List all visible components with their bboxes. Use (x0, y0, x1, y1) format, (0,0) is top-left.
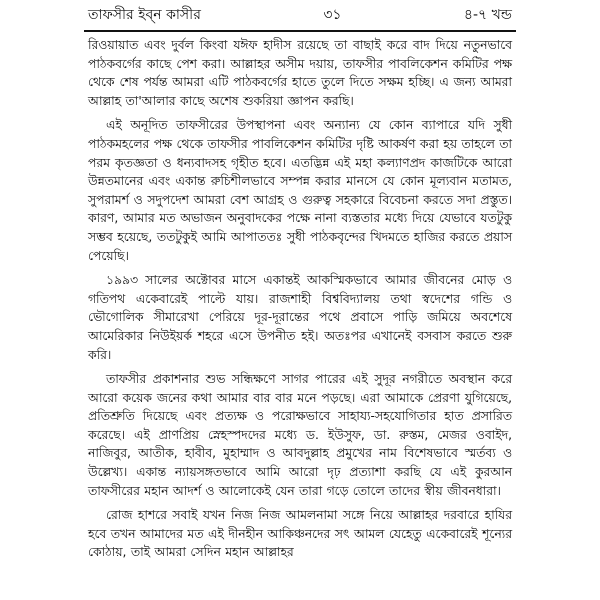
page-number: ৩১ (323, 7, 342, 23)
paragraph-2: এই অনূদিত তাফসীরের উপস্থাপনা এবং অন্যান্য যে কোন ব্যাপারে যদি সুধী পাঠকমহলের পক্ষ থেকে তাফসীর পাবলিকেশন কমিটির দৃষ্টি আকর্ষণ করা হয় তাহলে তা পরম কৃতজ্ঞতা ও ধন্যবাদসহ গৃহীত হবে। এতদ্ভিন্ন এই মহা কল্যাণপ্রদ কাজটিকে আরো উন্নতমানের এবং একান্ত রুচিশীলভাবে সম্পন্ন করার মানসে যে কোন মূল্যবান মতামত, সুপরামর্শ ও সদুপদেশ আমরা বেশ আগ্রহ ও গুরুত্ব সহকারে বিবেচনা করতে সদা প্রস্তুত। কারণ, আমার মত অভাজন অনুবাদকের পক্ষে নানা ব্যস্ততার মধ্যে দিয়ে যেভাবে যতটুকু সম্ভব হয়েছে, ততটুকুই আমি আপাততঃ সুধী পাঠকবৃন্দের খিদমতে হাজির করতে প্রয়াস পেয়েছি। (88, 118, 512, 263)
paragraph-3: ১৯৯৩ সালের অক্টোবর মাসে একান্তই আকস্মিকভাবে আমার জীবনের মোড় ও গতিপথ একেবারেই পাল্টে যায়। রাজশাহী বিশ্ববিদ্যালয় তথা স্বদেশের গন্ডি ও ভৌগোলিক সীমারেখা পেরিয়ে দূর-দূরান্তের পথে প্রবাসে পাড়ি জমিয়ে অবশেষে আমেরিকার নিউইয়র্ক শহরে এসে উপনীত হই। অতঃপর এখানেই বসবাস করতে শুরু করি। (88, 273, 512, 362)
page-body (88, 36, 512, 562)
paragraph-1: রিওয়ায়াত এবং দুর্বল কিংবা যঈফ হাদীস রয়েছে তা বাছাই করে বাদ দিয়ে নতুনভাবে পাঠকবর্গের কাছে পেশ করা। আল্লাহর অসীম দয়ায়, তাফসীর পাবলিকেশন কমিটির পক্ষ থেকে শেষ পর্যন্ত আমরা এটি পাঠকবর্গের হাতে তুলে দিতে সক্ষম হচ্ছি। এ জন্য আমরা আল্লাহ তা'আলার কাছে অশেষ শুকরিয়া জ্ঞাপন করছি। (88, 38, 512, 108)
paragraph-5: রোজ হাশরে সবাই যখন নিজ নিজ আমলনামা সঙ্গে নিয়ে আল্লাহর দরবারে হাযির হবে তখন আমাদের মত এই দীনহীন আকিঞ্চনদের সৎ আমল যেহেতু একেবারেই শূন্যের কোঠায়, তাই আমরা সেদিন মহান আল্লাহর (88, 508, 512, 560)
paragraph-4: তাফসীর প্রকাশনার শুভ সন্ধিক্ষণে সাগর পারের এই সুদূর নগরীতে অবস্থান করে আরো কয়েক জনের কথা আমার বার বার মনে পড়ছে। এরা আমাকে প্রেরণা যুগিয়েছে, প্রতিশ্রুতি দিয়েছে এবং প্রত্যক্ষ ও পরোক্ষভাবে সাহায্য-সহযোগিতার হাত প্রসারিত করেছে। এই প্রাণপ্রিয় স্নেহস্পদদের মধ্যে ড. ইউসুফ, ডা. রুস্তম, মেজর ওবাইদ, নাজিবুর, আতীক, হাবীব, মুহাম্মাদ ও আবদুল্লাহ প্রমুখের নাম বিশেষভাবে স্মর্তব্য ও উল্লেখ্য। একান্ত ন্যায়সঙ্গতভাবে আমি আরো দৃঢ় প্রত্যাশা করছি যে এই কুরআন তাফসীরের মহান আদর্শ ও আলোকেই যেন তারা গড়ে তোলে তাদের স্বীয় জীবনধারা। (88, 372, 512, 498)
header-divider (84, 30, 516, 32)
volume-label: ৪-৭ খন্ড (463, 7, 512, 23)
book-title: তাফসীর ইব্‌ন কাসীর (88, 7, 201, 23)
page-header (88, 2, 512, 28)
